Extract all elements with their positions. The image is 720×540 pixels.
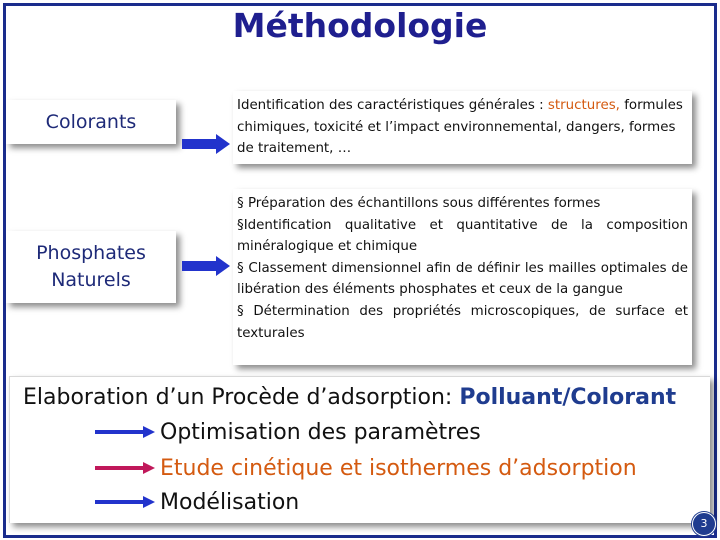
long-right-arrow-icon	[95, 425, 155, 439]
colorants-label: Colorants	[45, 110, 137, 133]
colorants-description	[233, 91, 692, 164]
bullet-item: § Préparation des échantillons sous différentes formes	[237, 196, 601, 211]
process-step	[95, 415, 481, 449]
phosphates-bullets	[233, 189, 692, 365]
phosphates-label-line1: Phosphates	[36, 242, 146, 264]
phosphates-label-line2: Naturels	[51, 269, 131, 291]
phosphates-label-box	[6, 231, 176, 303]
right-arrow-icon	[182, 134, 230, 154]
colorants-label-box	[6, 100, 176, 144]
process-heading	[23, 385, 676, 410]
page-number-badge: 3	[692, 512, 716, 536]
process-step-label: Optimisation des paramètres	[160, 419, 481, 445]
colorants-description-rest: formules chimiques, toxicité et l’impact environnemental, dangers, formes de traitement, …	[237, 98, 683, 156]
long-right-arrow-icon	[95, 461, 155, 475]
process-heading-accent: Polluant/Colorant	[459, 385, 677, 410]
process-step-label: Modélisation	[160, 489, 300, 515]
slide-title: Méthodologie	[232, 6, 488, 45]
right-arrow-icon	[182, 256, 230, 276]
bullet-item: §Identification qualitative et quantitative de la composition minéralogique et chimique	[237, 217, 688, 255]
process-box	[9, 376, 710, 523]
colorants-description-prefix: Identification des caractéristiques générales :	[237, 98, 548, 113]
bullet-item: § Classement dimensionnel afin de définir les mailles optimales de libération des éléments phosphates et ceux de la gangue	[237, 260, 688, 298]
process-step	[95, 485, 299, 519]
process-heading-prefix: Elaboration d’un Procède d’adsorption:	[23, 385, 460, 410]
bullet-item: § Détermination des propriétés microscopiques, de surface et texturales	[237, 303, 688, 341]
colorants-description-highlight: structures,	[547, 98, 620, 113]
process-step	[95, 451, 637, 485]
process-step-label: Etude cinétique et isothermes d’adsorption	[160, 455, 637, 481]
long-right-arrow-icon	[95, 495, 155, 509]
